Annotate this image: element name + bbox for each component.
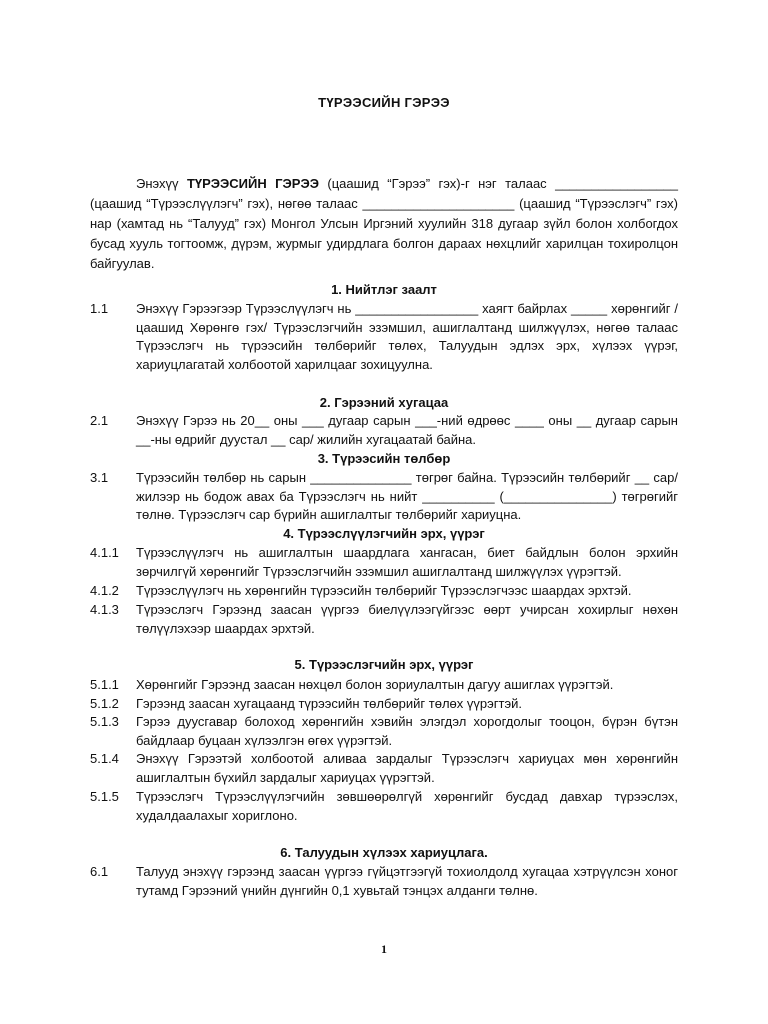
clause-number: 4.1.3 (90, 602, 119, 617)
clause-number: 4.1.2 (90, 583, 119, 598)
clause-5-1-2 (90, 695, 678, 714)
intro-rest: (цаашид “Гэрээ” гэх)-г нэг талаас _________________ (цаашид “Түрээслүүлэгч” гэх), нөгөө талаас _____________________ (цаашид “Түрээслэгч” гэх) нар (хамтад нь “Талууд” гэх) Монгол Улсын Иргэний хуулийн 318 дугаар зүйл болон холбогдох бусад хууль тогтоомж, дүрэм, журмыг удирдлага болгон дараах нөхцлийг харилцан тохиролцон байгуулав. (90, 176, 679, 271)
section-heading-6: 6. Талуудын хүлээх хариуцлага. (280, 845, 488, 860)
clause-number: 6.1 (90, 864, 109, 879)
clause-number: 5.1.1 (90, 677, 119, 692)
clause-text: Хөрөнгийг Гэрээнд заасан нөхцөл болон зориулалтын дагуу ашиглах үүрэгтэй. (136, 677, 614, 692)
clause-4-1-1 (90, 544, 678, 581)
document-title: ТҮРЭЭСИЙН ГЭРЭЭ (318, 95, 450, 110)
clause-5-1-1 (90, 676, 678, 695)
clause-text: Энэхүү Гэрээгээр Түрээслүүлэгч нь _________________ хаягт байрлах _____ хөрөнгийг /цаашид Хөрөнгө гэх/ Түрээслэгчийн эзэмшил, ашиглалтанд шилжүүлэх, нөгөө талаас Түрээслэгч нь түрээсийн төлбөрийг төлөх, Талуудын эдлэх эрх, хүлээх үүрэг, хариуцлагатай холбоотой харилцааг зохицуулна. (136, 301, 678, 372)
clause-5-1-4 (90, 750, 678, 787)
clause-number: 4.1.1 (90, 545, 119, 560)
clause-text: Түрээслэгч Гэрээнд заасан үүргээ биелүүлээгүйгээс өөрт учирсан хохирлыг нөхөн төлүүлэхээр шаардах эрхтэй. (136, 602, 678, 636)
clause-text: Түрээслэгч Түрээслүүлэгчийн зөвшөөрөлгүй хөрөнгийг бусдад давхар түрээслэх, худалдаалахыг хориглоно. (136, 789, 678, 823)
section-heading-4: 4. Түрээслүүлэгчийн эрх, үүрэг (283, 526, 485, 541)
section-heading-1: 1. Нийтлэг заалт (331, 282, 437, 297)
clause-2-1 (90, 412, 678, 449)
intro-paragraph (90, 174, 678, 274)
clause-number: 2.1 (90, 413, 109, 428)
page-number: 1 (381, 942, 387, 956)
section-heading-5: 5. Түрээслэгчийн эрх, үүрэг (294, 657, 474, 672)
clause-5-1-5 (90, 788, 678, 825)
clause-number: 1.1 (90, 301, 109, 316)
clause-6-1 (90, 863, 678, 900)
intro-bold: ТҮРЭЭСИЙН ГЭРЭЭ (186, 176, 319, 191)
section-heading-2: 2. Гэрээний хугацаа (319, 395, 449, 410)
clause-number: 5.1.2 (90, 696, 119, 711)
clause-text: Түрээслүүлэгч нь хөрөнгийн түрээсийн төлбөрийг Түрээслэгчээс шаардах эрхтэй. (136, 583, 632, 598)
clause-text: Түрээслүүлэгч нь ашиглалтын шаардлага хангасан, биет байдлын болон эрхийн зөрчилгүй хөрөнгийг Түрээслэгчийн эзэмшил ашиглалтанд шилжүүлэх үүрэгтэй. (136, 545, 678, 579)
intro-pre: Энэхүү (136, 176, 187, 191)
section-heading-3: 3. Түрээсийн төлбөр (317, 451, 451, 466)
clause-number: 3.1 (90, 470, 109, 485)
clause-text: Гэрээнд заасан хугацаанд түрээсийн төлбөрийг төлөх үүрэгтэй. (136, 696, 522, 711)
clause-5-1-3 (90, 713, 678, 750)
clause-text: Энэхүү Гэрээ нь 20__ оны ___ дугаар сарын ___-ний өдрөөс ____ оны __ дугаар сарын __-ны өдрийг дуустал __ сар/ жилийн хугацаатай байна. (136, 413, 678, 447)
clause-text: Талууд энэхүү гэрээнд заасан үүргээ гүйцэтгээгүй тохиолдолд хугацаа хэтрүүлсэн хоног тутамд Гэрээний үнийн дүнгийн 0,1 хувьтай тэнцэх алданги төлнө. (136, 864, 678, 898)
clause-number: 5.1.4 (90, 751, 119, 766)
clause-3-1 (90, 469, 678, 525)
clause-text: Гэрээ дуусгавар болоход хөрөнгийн хэвийн элэгдэл хорогдолыг тооцон, бүрэн бүтэн байдлаар буцаан хүлээлгэн өгөх үүрэгтэй. (136, 714, 678, 748)
clause-4-1-2 (90, 582, 678, 601)
clause-number: 5.1.3 (90, 714, 119, 729)
clause-text: Энэхүү Гэрээтэй холбоотой аливаа зардалыг Түрээслэгч хариуцах мөн хөрөнгийн ашиглалтын бүхийл зардалыг хариуцах үүрэгтэй. (136, 751, 678, 785)
clause-text: Түрээсийн төлбөр нь сарын ______________ төгрөг байна. Түрээсийн төлбөрийг __ сар/жилээр нь бодож авах ба Түрээслэгч нь нийт __________ (_______________) төгрөгийг төлнө. Түрээслэгч сар бүрийн ашиглалтыг төлбөрийг хариуцна. (136, 470, 678, 522)
clause-1-1 (90, 300, 678, 374)
clause-number: 5.1.5 (90, 789, 119, 804)
clause-4-1-3 (90, 601, 678, 638)
